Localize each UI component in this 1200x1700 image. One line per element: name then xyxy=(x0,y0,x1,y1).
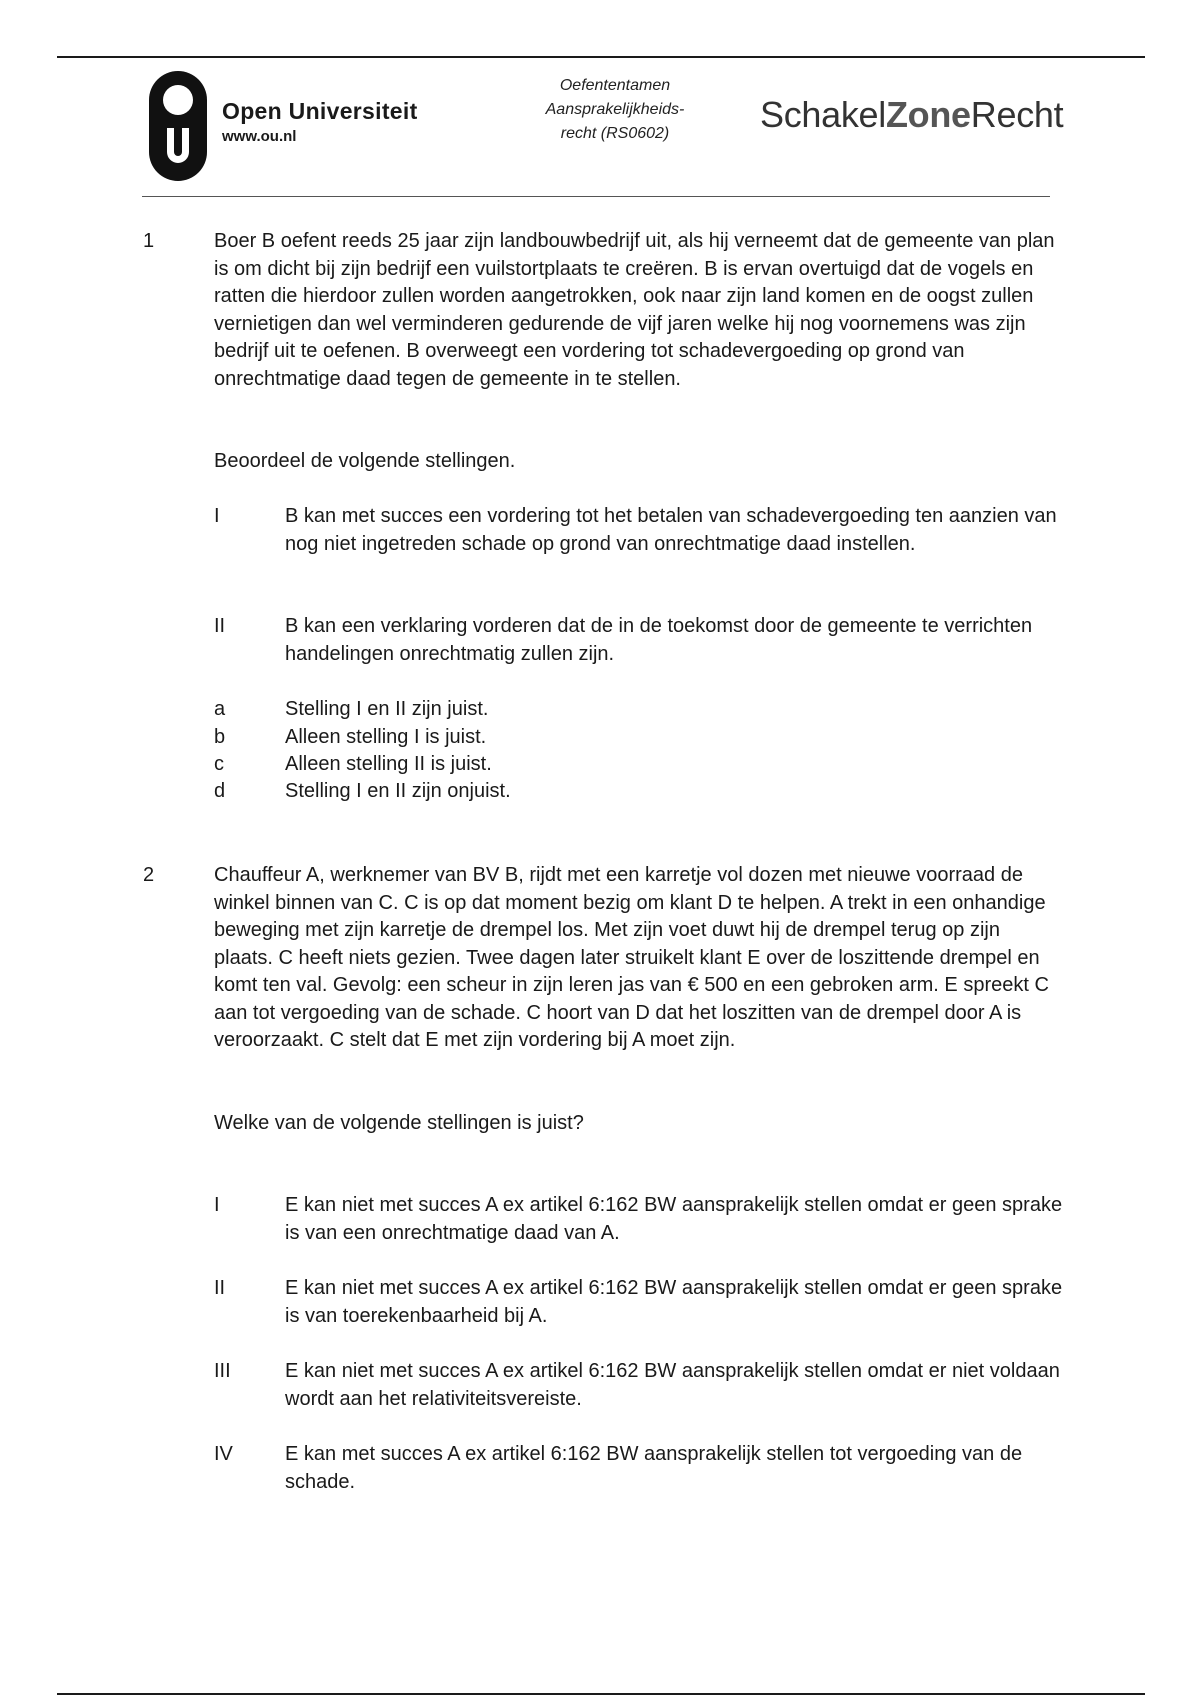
answer-option xyxy=(0,696,1200,723)
bottom-rule xyxy=(57,1693,1145,1695)
question-number: 2 xyxy=(143,864,155,886)
answer-option xyxy=(0,778,1200,805)
statement-label: II xyxy=(214,1277,226,1299)
option-text: Stelling I en II zijn juist. xyxy=(285,698,489,720)
statement-text: B kan een verklaring vorderen dat de in de toekomst door de gemeente te verrichten handelingen onrechtmatig zullen zijn. xyxy=(285,615,1033,665)
statement-label: I xyxy=(214,1194,220,1216)
exam-title xyxy=(520,74,710,146)
statement-text: E kan niet met succes A ex artikel 6:162 BW aansprakelijk stellen omdat er geen sprake is van toerekenbaarheid bij A. xyxy=(285,1277,1063,1327)
option-label: b xyxy=(214,726,226,748)
header-divider xyxy=(142,196,1050,197)
schakelzonerecht-logo xyxy=(760,94,1063,136)
question-text: Chauffeur A, werknemer van BV B, rijdt met een karretje vol dozen met nieuwe voorraad de winkel binnen van C. C is op dat moment bezig om klant D te helpen. A trekt in een onhandige beweging met zijn karretje de drempel los. Met zijn voet duwt hij de drempel terug op zijn plaats. C heeft niets gezien. Twee dagen later struikelt klant E over de loszittende drempel en komt ten val. Gevolg: een scheur in zijn leren jas van € 500 en een gebroken arm. E spreekt C aan tot vergoeding van de schade. C hoort van D dat het loszitten van de drempel door A is veroorzaakt. C stelt dat E met zijn vordering bij A moet zijn. xyxy=(214,864,1049,1051)
statement-text: E kan niet met succes A ex artikel 6:162 BW aansprakelijk stellen omdat er niet voldaan wordt aan het relativiteitsvereiste. xyxy=(285,1360,1060,1410)
option-label: a xyxy=(214,698,226,720)
answer-option xyxy=(0,724,1200,751)
answer-option xyxy=(0,751,1200,778)
question-number: 1 xyxy=(143,230,155,252)
open-universiteit-logo-icon xyxy=(148,70,208,182)
brand-part-2: Zone xyxy=(885,94,971,135)
option-text: Alleen stelling I is juist. xyxy=(285,726,487,748)
org-name: Open Universiteit xyxy=(222,98,418,124)
option-text: Alleen stelling II is juist. xyxy=(285,753,492,775)
top-rule xyxy=(57,56,1145,58)
exam-title-line-1: Oefententamen xyxy=(559,77,671,94)
statement-label: II xyxy=(214,615,226,637)
statement-label: IV xyxy=(214,1443,233,1465)
brand-part-1: Schakel xyxy=(760,94,886,135)
option-text: Stelling I en II zijn onjuist. xyxy=(285,780,511,802)
statement-label: III xyxy=(214,1360,231,1382)
question-instruction: Beoordeel de volgende stellingen. xyxy=(214,450,516,472)
option-label: d xyxy=(214,780,226,802)
brand-part-3: Recht xyxy=(970,94,1064,135)
exam-title-line-2: Aansprakelijkheids- xyxy=(545,101,685,118)
statement-text: B kan met succes een vordering tot het betalen van schadevergoeding ten aanzien van nog niet ingetreden schade op grond van onrechtmatige daad instellen. xyxy=(285,505,1057,555)
statement-label: I xyxy=(214,505,220,527)
statement-text: E kan met succes A ex artikel 6:162 BW aansprakelijk stellen tot vergoeding van de schade. xyxy=(285,1443,1023,1493)
question-text: Boer B oefent reeds 25 jaar zijn landbouwbedrijf uit, als hij verneemt dat de gemeente van plan is om dicht bij zijn bedrijf een vuilstortplaats te creëren. B is ervan overtuigd dat de vogels en ratten die hierdoor zullen worden aangetrokken, ook naar zijn land komen en de oogst zullen vernietigen dan wel verminderen gedurende de vijf jaren welke hij nog voornemens was zijn bedrijf uit te oefenen. B overweegt een vordering tot schadevergoeding op grond van onrechtmatige daad tegen de gemeente in te stellen. xyxy=(214,230,1055,390)
question-instruction: Welke van de volgende stellingen is juist? xyxy=(214,1112,584,1134)
statement-text: E kan niet met succes A ex artikel 6:162 BW aansprakelijk stellen omdat er geen sprake is van een onrechtmatige daad van A. xyxy=(285,1194,1063,1244)
exam-title-line-3: recht (RS0602) xyxy=(560,125,670,142)
option-label: c xyxy=(214,753,224,775)
org-url: www.ou.nl xyxy=(222,128,297,145)
